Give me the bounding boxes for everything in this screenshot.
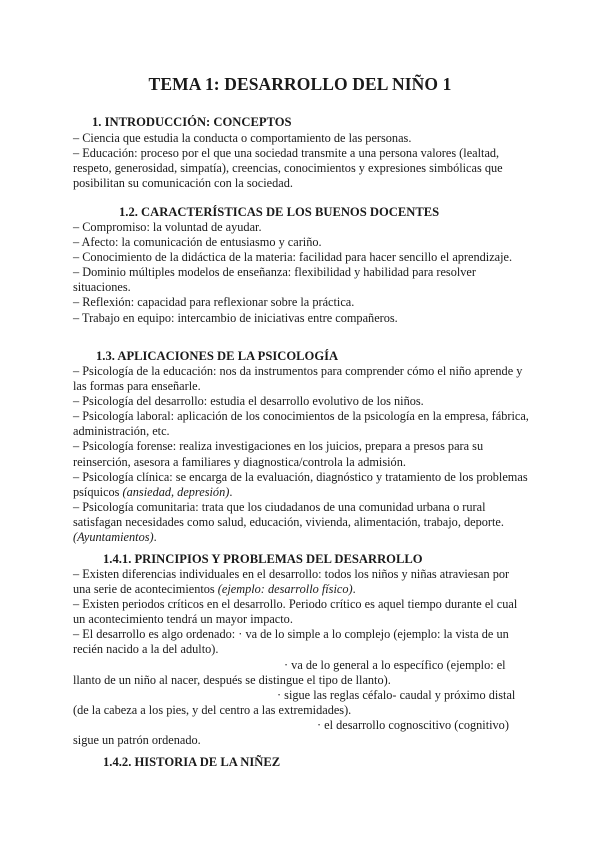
text: – Psicología clínica: se encarga de la evaluación, diagnóstico y tratamiento de los problemas psíquicos (73, 469, 528, 499)
list-item: – Trabajo en equipo: intercambio de iniciativas entre compañeros. (73, 310, 398, 325)
heading-historia: 1.4.2. HISTORIA DE LA NIÑEZ (103, 755, 281, 769)
text: . (153, 530, 157, 545)
heading-aplicaciones: 1.3. APLICACIONES DE LA PSICOLOGÍA (96, 349, 339, 363)
heading-introduccion: 1. INTRODUCCIÓN: CONCEPTOS (92, 115, 292, 129)
section-introduccion (73, 131, 529, 191)
list-item: – Reflexión: capacidad para reflexionar sobre la práctica. (73, 295, 355, 310)
list-item: – El desarrollo es algo ordenado: · va de lo simple a lo complejo (ejemplo: la vista de un recién nacido a la del adulto). (73, 627, 509, 657)
list-item: · el desarrollo cognoscitivo (cognitivo) sigue un patrón ordenado. (73, 717, 509, 748)
text: . (352, 582, 356, 597)
list-item: · va de lo general a lo específico (ejemplo: el llanto de un niño al nacer, después se distingue el tipo de llanto). (73, 657, 506, 687)
list-item: – Existen periodos críticos en el desarrollo. Periodo crítico es aquel tiempo durante el cual un acontecimiento tendrá un mayor impacto. (73, 597, 518, 627)
section-aplicaciones (73, 364, 529, 545)
list-item: – Conocimiento de la didáctica de la materia: facilidad para hacer sencillo el aprendizaje. (73, 250, 513, 265)
section-caracteristicas (73, 220, 529, 326)
list-item (73, 500, 529, 545)
text: – Psicología comunitaria: trata que los ciudadanos de una comunidad urbana o rural satisfagan necesidades como salud, educación, vivienda, alimentación, trabajo, deporte. (73, 499, 504, 529)
list-item: – Psicología forense: realiza investigaciones en los juicios, prepara a presos para su reinserción, asesora a familiares y diagnostica/controla la admisión. (73, 439, 484, 469)
paragraph: – Educación: proceso por el que una sociedad transmite a una persona valores (lealtad, respeto, generosidad, simpatía), creencias, conocimientos y expresiones simbólicas que posibilitan su comunicación con la sociedad. (73, 146, 503, 191)
text-italic: (Ayuntamientos) (73, 530, 154, 545)
text-italic: (ansiedad, depresión) (122, 484, 230, 499)
text-italic: (ejemplo: desarrollo físico) (217, 582, 353, 597)
list-item: – Psicología laboral: aplicación de los conocimientos de la psicología en la empresa, fábrica, administración, etc. (73, 409, 529, 439)
paragraph: – Ciencia que estudia la conducta o comportamiento de las personas. (73, 131, 412, 145)
list-item: – Compromiso: la voluntad de ayudar. (73, 220, 262, 234)
section-principios (73, 567, 529, 748)
heading-caracteristicas: 1.2. CARACTERÍSTICAS DE LOS BUENOS DOCENTES (119, 205, 440, 219)
list-item: – Afecto: la comunicación de entusiasmo y cariño. (73, 235, 322, 250)
page-title: TEMA 1: DESARROLLO DEL NIÑO 1 (148, 74, 452, 94)
list-item: – Psicología del desarrollo: estudia el desarrollo evolutivo de los niños. (73, 394, 424, 409)
list-item: – Dominio múltiples modelos de enseñanza: flexibilidad y habilidad para resolver situaciones. (73, 265, 476, 295)
list-item: – Psicología de la educación: nos da instrumentos para comprender cómo el niño aprende y las formas para enseñarle. (73, 364, 523, 394)
heading-principios: 1.4.1. PRINCIPIOS Y PROBLEMAS DEL DESARROLLO (103, 552, 423, 566)
list-item (73, 470, 529, 500)
text: – Existen diferencias individuales en el desarrollo: todos los niños y niñas atraviesan por una serie de acontecimientos (73, 567, 510, 597)
list-item: · sigue las reglas céfalo- caudal y próximo distal (de la cabeza a los pies, y del centro a las extremidades). (73, 687, 516, 717)
text: . (229, 484, 233, 499)
list-item (73, 567, 529, 597)
